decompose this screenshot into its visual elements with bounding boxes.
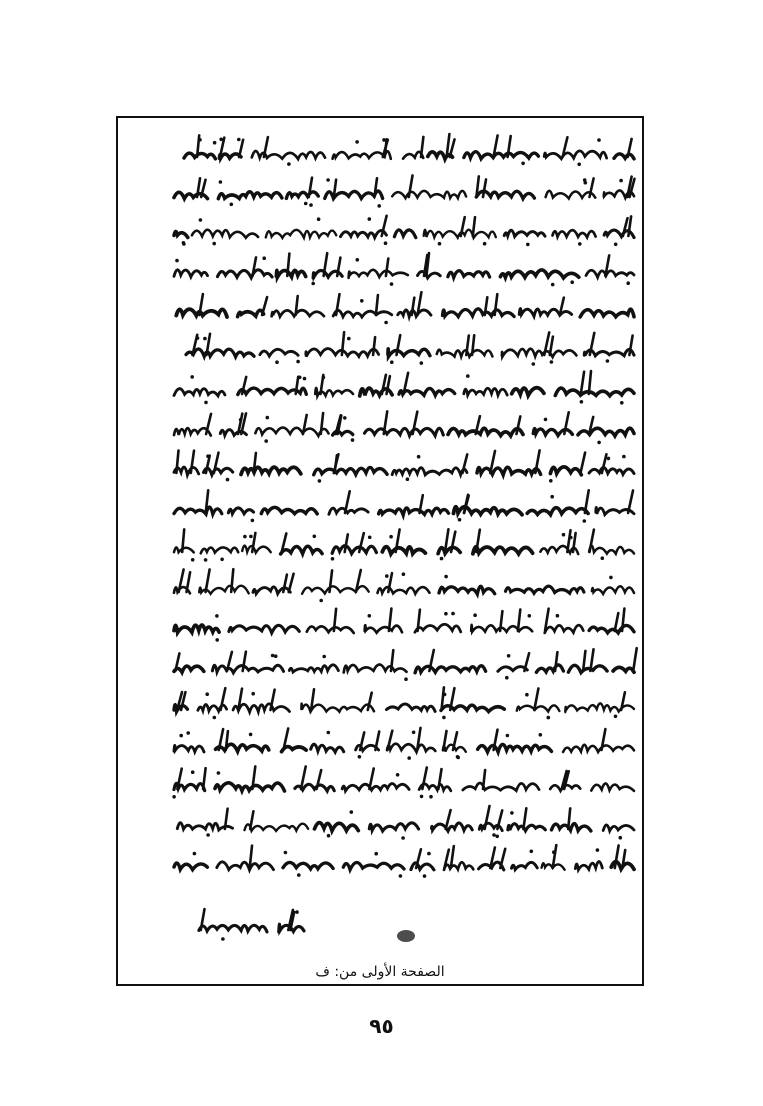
handwriting-strokes: [168, 407, 638, 447]
handwriting-strokes: [168, 486, 638, 526]
manuscript-line: [168, 723, 638, 763]
manuscript-line: [168, 446, 638, 486]
manuscript-line: [168, 762, 638, 802]
handwriting-strokes: [168, 723, 638, 763]
handwriting-strokes: [178, 130, 638, 170]
manuscript-line: [168, 802, 638, 842]
handwriting-strokes: [168, 328, 638, 368]
manuscript-line: [168, 486, 638, 526]
manuscript-line: [168, 604, 638, 644]
handwriting-strokes: [188, 903, 308, 943]
manuscript-line: [168, 841, 638, 881]
handwriting-strokes: [168, 367, 638, 407]
manuscript-line: [168, 644, 638, 684]
handwritten-manuscript-image: [122, 122, 638, 952]
handwriting-strokes: [168, 170, 638, 210]
manuscript-line: [188, 903, 308, 943]
handwriting-strokes: [168, 802, 638, 842]
manuscript-line: [168, 407, 638, 447]
manuscript-line: [168, 288, 638, 328]
handwriting-strokes: [168, 446, 638, 486]
handwriting-strokes: [168, 565, 638, 605]
manuscript-line: [168, 525, 638, 565]
manuscript-line: [168, 683, 638, 723]
handwriting-strokes: [168, 644, 638, 684]
handwriting-strokes: [168, 249, 638, 289]
page-number: ٩٥: [369, 1014, 394, 1038]
handwriting-strokes: [168, 841, 638, 881]
handwriting-strokes: [168, 209, 638, 249]
manuscript-line: [178, 130, 638, 170]
manuscript-line: [168, 209, 638, 249]
ink-blot: [397, 930, 415, 942]
manuscript-line: [168, 565, 638, 605]
manuscript-line: [168, 170, 638, 210]
handwriting-strokes: [168, 525, 638, 565]
handwriting-strokes: [168, 604, 638, 644]
handwriting-strokes: [168, 288, 638, 328]
handwriting-strokes: [168, 683, 638, 723]
manuscript-plate: [116, 116, 644, 986]
manuscript-line: [168, 328, 638, 368]
manuscript-line: [168, 249, 638, 289]
caption: الصفحة الأولى من: ف: [315, 964, 445, 980]
handwriting-strokes: [168, 762, 638, 802]
manuscript-line: [168, 367, 638, 407]
